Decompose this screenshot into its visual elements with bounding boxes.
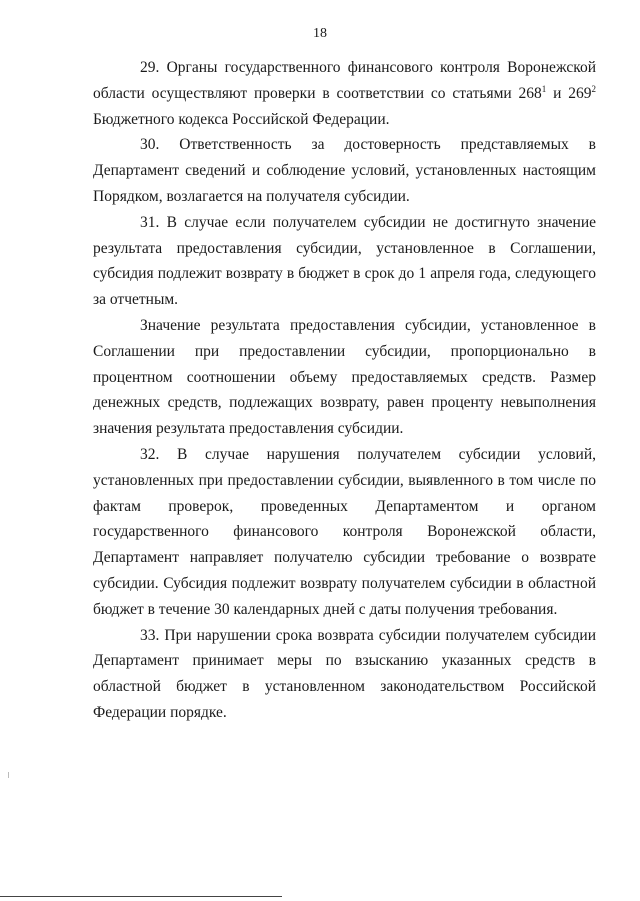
scan-margin-mark (8, 772, 9, 778)
paragraph-29-text-middle: и 269 (546, 84, 592, 102)
paragraph-31-continuation: Значение результата предоставления субсидии, установленное в Соглашении при предоставлении субсидии, пропорционально в процентном соотношении объему предоставляемых средств. Размер денежных средств, подлежащих возврату, равен проценту невыполнения значения результата предоставления субсидии. (93, 316, 596, 438)
paragraph-29 (93, 55, 596, 132)
page-number: 18 (313, 26, 327, 41)
paragraph-33: 33. При нарушении срока возврата субсидии получателем субсидии Департамент принимает меры по взысканию указанных средств в областной бюджет в установленном законодательством Российской Федерации порядке. (93, 626, 596, 721)
document-body (93, 55, 596, 726)
paragraph-30: 30. Ответственность за достоверность представляемых в Департамент сведений и соблюдение условий, установленных настоящим Порядком, возлагается на получателя субсидии. (93, 136, 596, 205)
paragraph-29-text-end: Бюджетного кодекса Российской Федерации. (93, 110, 390, 128)
paragraph-29-text-start: 29. Органы государственного финансового контроля Воронежской области осуществляют проверки в соответствии со статьями 268 (93, 59, 596, 102)
superscript-1: 1 (541, 83, 547, 94)
footnote-separator-line (0, 896, 282, 897)
superscript-2: 2 (591, 83, 596, 94)
paragraph-32: 32. В случае нарушения получателем субсидии условий, установленных при предоставлении субсидии, выявленного в том числе по фактам проверок, проведенных Департаментом и органом государственного финансового контроля Воронежской области, Департамент направляет получателю субсидии требование о возврате субсидии. Субсидия подлежит возврату получателем субсидии в областной бюджет в течение 30 календарных дней с даты получения требования. (93, 445, 596, 618)
paragraph-31: 31. В случае если получателем субсидии не достигнуто значение результата предоставления субсидии, установленное в Соглашении, субсидия подлежит возврату в бюджет в срок до 1 апреля года, следующего за отчетным. (93, 213, 596, 309)
